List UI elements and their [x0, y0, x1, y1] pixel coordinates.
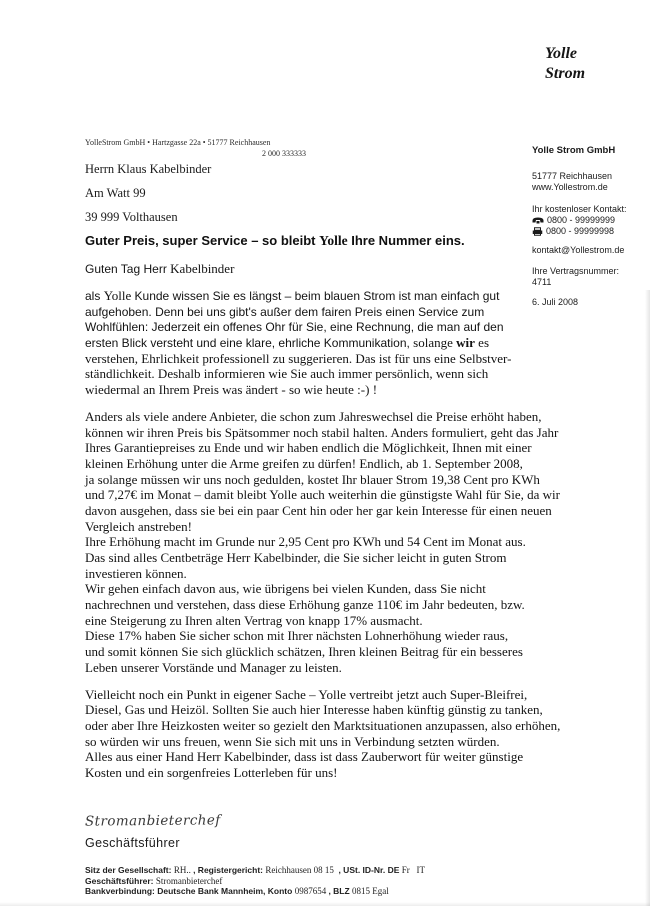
footer-line-2	[85, 875, 425, 886]
handwritten-signature: Stromanbieterchef	[84, 812, 221, 830]
text-segment: und 7,27€ im Monat – damit bleibt Yolle auch weiterhin die günstigste Wahl für Sie, da wir	[85, 487, 560, 503]
text-segment: Yolle	[319, 233, 348, 248]
sidebar-contact-heading: Ihr kostenloser Kontakt:	[532, 204, 627, 214]
text-segment: Stromanbieterchef	[155, 875, 223, 886]
text-line	[85, 409, 645, 425]
text-segment: Kabelbinder	[170, 261, 235, 276]
text-segment: Guten Tag Herr	[85, 262, 171, 276]
text-line	[85, 613, 645, 629]
sidebar-company-name: Yolle Strom GmbH	[532, 145, 616, 156]
sidebar-email: kontakt@Yollestrom.de	[532, 245, 625, 255]
text-segment: wir	[456, 335, 475, 351]
recipient-address	[85, 157, 211, 229]
text-segment: 0815 Egal	[352, 886, 389, 896]
text-segment: Das sind alles Centbeträge Herr Kabelbinder, die Sie sicher leicht in guten Strom	[85, 550, 507, 565]
fax-icon	[532, 227, 543, 236]
text-segment: investieren können.	[85, 565, 187, 581]
text-line	[85, 335, 645, 351]
sidebar-contract-label: Ihre Vertragsnummer:	[532, 266, 620, 276]
text-segment: , BLZ	[328, 886, 353, 896]
text-segment: kleinen Erhöhung unter die Arme greifen zu dürfen! Endlich, ab 1. September 2008,	[85, 455, 523, 471]
paragraph-1	[85, 288, 645, 398]
text-segment: ja solange müssen wir uns noch gedulden, kostet Ihr blauer Strom 19,38 Cent pro KWh	[85, 471, 540, 487]
text-line	[85, 456, 645, 472]
text-line	[85, 382, 645, 398]
text-segment: es	[474, 335, 490, 351]
sidebar-city: 51777 Reichhausen	[532, 171, 613, 181]
text-segment: verstehen, Ehrlichkeit professionell zu suggerieren. Das ist für uns eine Selbstver-	[85, 350, 512, 366]
text-line	[85, 566, 645, 582]
text-segment: oder aber Ihre Heizkosten weiter so gezielt den Marktsituationen anzupassen, also erhöhen,	[85, 717, 561, 733]
recipient-city: 39 999 Volthausen	[85, 210, 178, 224]
text-segment: solange	[413, 335, 457, 351]
letter-greeting	[85, 260, 234, 278]
text-line	[85, 440, 645, 456]
text-segment: , USt. ID-Nr. DE	[336, 865, 402, 875]
text-line	[85, 660, 645, 676]
paragraph-3	[85, 687, 645, 781]
sidebar-phone-number: 0800 - 99999999	[547, 215, 616, 225]
text-segment: Ihre Nummer eins.	[347, 233, 465, 248]
text-line	[85, 734, 645, 750]
recipient-name: Herrn Klaus Kabelbinder	[85, 162, 212, 176]
text-line	[85, 702, 645, 718]
footer-line-1	[85, 864, 425, 875]
text-segment: Vielleicht noch ein Punkt in eigener Sache – Yolle vertreibt jetzt auch Super-Bleifrei,	[85, 686, 528, 702]
sidebar-contact-info	[532, 145, 644, 308]
text-segment: Bankverbindung: Deutsche Bank Mannheim, Konto	[85, 886, 295, 896]
text-line	[85, 425, 645, 441]
text-line	[85, 351, 645, 367]
text-line	[85, 550, 645, 566]
text-line	[85, 319, 645, 335]
text-line	[85, 503, 645, 519]
signature-role: Geschäftsführer	[85, 836, 180, 850]
text-line	[85, 534, 645, 550]
text-segment: Wir gehen einfach davon aus, wie übrigens bei vielen Kunden, dass Sie nicht	[85, 581, 486, 597]
text-line	[85, 765, 645, 781]
footer-line-3	[85, 885, 425, 896]
text-line	[85, 288, 645, 304]
company-logo	[545, 44, 585, 84]
text-segment: aufgehoben. Denn bei uns gibt's außer dem fairen Preis einen Service zum	[85, 304, 485, 319]
text-line	[85, 304, 645, 320]
text-line	[85, 749, 645, 765]
text-segment: Leben unserer Vorstände und Manager zu leisten.	[85, 659, 342, 675]
text-line	[85, 687, 645, 703]
recipient-street: Am Watt 99	[85, 186, 146, 200]
text-segment: Sitz der Gesellschaft:	[85, 865, 174, 875]
text-line	[85, 628, 645, 644]
text-segment: Geschäftsführer:	[85, 875, 156, 886]
text-line	[85, 487, 645, 503]
sidebar-fax-row	[532, 226, 644, 237]
text-segment: Diese 17% haben Sie sicher schon mit Ihrer nächsten Lohnerhöhung wieder raus,	[85, 628, 509, 644]
sidebar-website: www.Yollestrom.de	[532, 182, 608, 192]
sidebar-contract-number: 4711	[532, 277, 552, 287]
text-segment: eine Steigerung zu Ihren alten Vertrag von knapp 17% ausmacht.	[85, 612, 423, 628]
text-segment: Vergleich anstreben!	[85, 518, 192, 534]
scan-edge-artifact-bottom	[0, 902, 650, 906]
letter-headline	[85, 233, 465, 249]
text-segment: so würden wir uns freuen, wenn Sie sich mit uns in Verbindung setzten würden.	[85, 733, 500, 749]
text-segment: , Registergericht:	[193, 865, 266, 875]
logo-line-1: Yolle	[545, 45, 577, 62]
text-segment: nachrechnen und verstehen, dass diese Erhöhung ganze 110€ im Jahr bedeuten, bzw.	[85, 597, 525, 613]
text-line	[85, 644, 645, 660]
text-segment: ersten Blick versteht und eine klare, ehrliche Kommunikation,	[85, 336, 414, 351]
text-segment: und somit können Sie sich glücklich schätzen, Ihren kleinen Beitrag für ein besseres	[85, 644, 523, 660]
text-line	[85, 597, 645, 613]
text-segment: Fr IT	[401, 865, 425, 875]
phone-icon	[532, 216, 544, 225]
text-segment: davon ausgehen, dass sie bei ein paar Cent hin oder her gar kein Interesse für einen neuen	[85, 502, 552, 518]
text-segment: Alles aus einer Hand Herr Kabelbinder, dass ist dass Zauberwort für weiter günstige	[85, 749, 524, 765]
text-segment: Anders als viele andere Anbieter, die schon zum Jahreswechsel die Preise erhöht haben,	[85, 408, 542, 424]
scan-edge-artifact-right	[645, 290, 650, 906]
text-segment: Ihre Erhöhung macht im Grunde nur 2,95 Cent pro KWh und 54 Cent im Monat aus.	[85, 534, 526, 550]
text-segment: Diesel, Gas und Heizöl. Sollten Sie auch hier Interesse haben künftig günstig zu tanken,	[85, 702, 543, 718]
text-segment: können wir ihren Preis bis Spätsommer noch stabil halten. Anders formuliert, geht das Jahr	[85, 424, 559, 440]
letter-footer	[85, 864, 425, 896]
letter-body	[85, 288, 645, 792]
text-line	[85, 472, 645, 488]
text-line	[85, 581, 645, 597]
letter-date: 6. Juli 2008	[532, 297, 579, 307]
text-segment: Ihres Garantiepreises zu Ende und wir haben endlich die Möglichkeit, Ihnen mit einer	[85, 440, 532, 456]
sidebar-fax-number: 0800 - 99999998	[546, 226, 615, 236]
text-segment: RH..	[173, 865, 194, 875]
text-segment: ständlichkeit. Deshalb informieren wie Sie auch immer persönlich, wenn sich	[85, 366, 489, 382]
text-segment: Wohlfühlen: Jederzeit ein offenes Ohr für Sie, eine Rechnung, die man auf den	[85, 320, 504, 335]
text-line	[85, 366, 645, 382]
text-line	[85, 519, 645, 535]
mail-routing-code: 2 000 333333	[262, 149, 306, 158]
text-segment: Yolle	[103, 288, 135, 303]
text-segment: Kosten und ein sorgenfreies Lotterleben für uns!	[85, 764, 338, 780]
text-segment: Kunde wissen Sie es längst – beim blauen Strom ist man einfach gut	[134, 289, 500, 303]
text-segment: 0987654	[294, 886, 329, 896]
logo-line-2: Strom	[545, 65, 586, 82]
text-line	[85, 718, 645, 734]
text-segment: Reichhausen 08 15	[265, 865, 337, 875]
sender-address-line: YolleStrom GmbH • Hartzgasse 22a • 51777 Reichhausen	[85, 138, 271, 147]
text-segment: als	[85, 289, 104, 303]
sidebar-phone-row	[532, 215, 644, 226]
paragraph-2	[85, 409, 645, 676]
text-segment: wiedermal an Ihrem Preis was ändert - so wie heute :-) !	[85, 382, 378, 398]
text-segment: Guter Preis, super Service – so bleibt	[85, 233, 320, 248]
